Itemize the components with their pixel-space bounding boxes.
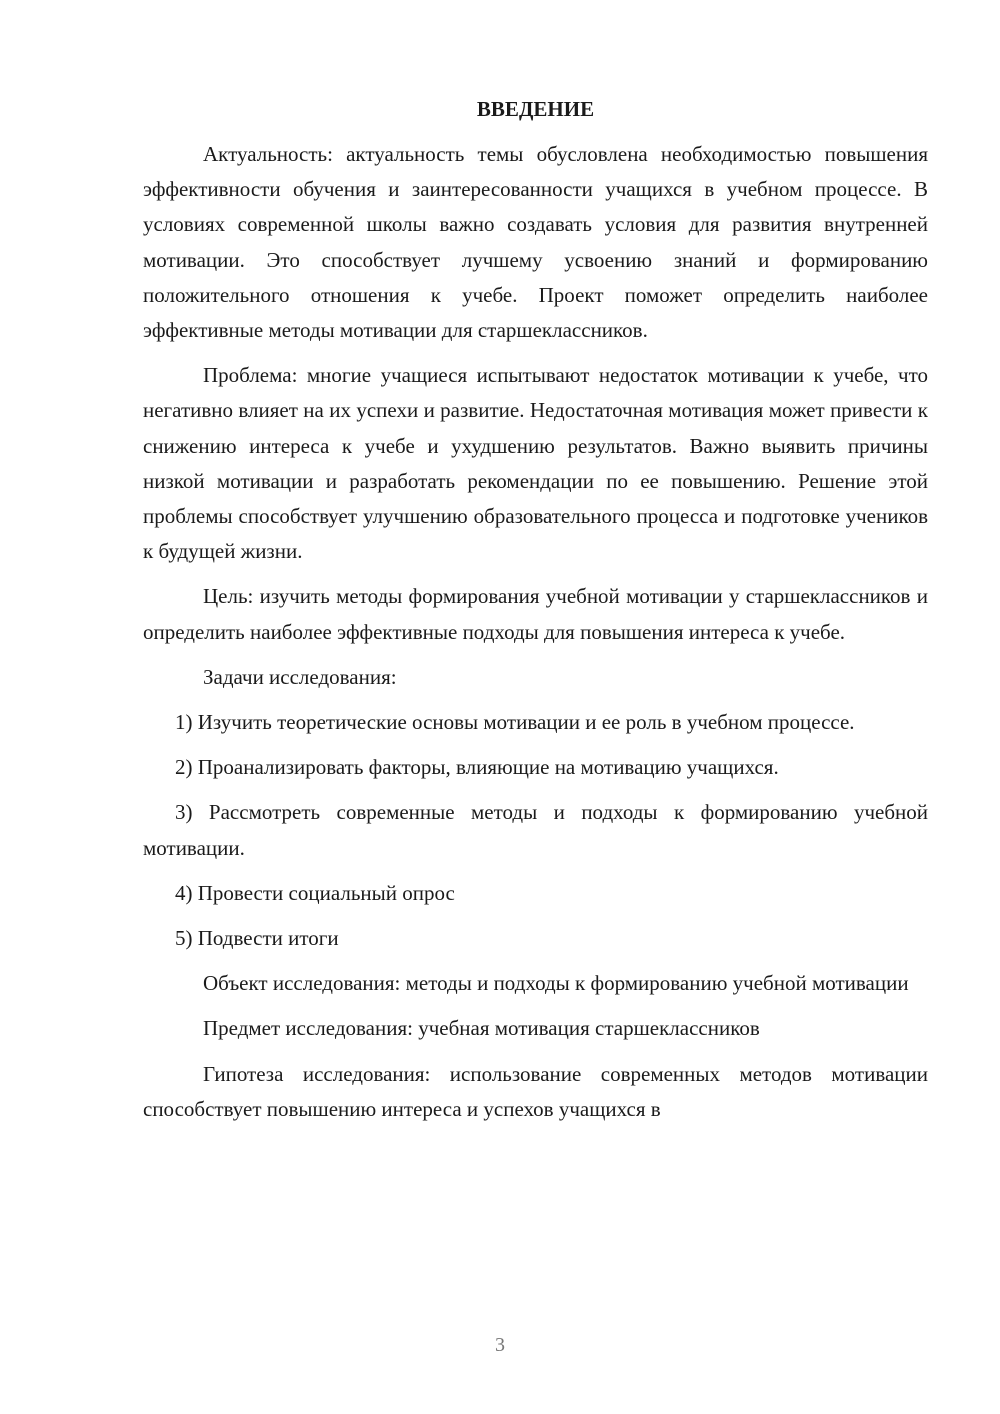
page-number: 3: [495, 1334, 505, 1356]
task-item-1: 1) Изучить теоретические основы мотивации и ее роль в учебном процессе.: [175, 710, 855, 735]
paragraph-tasks-heading: Задачи исследования:: [203, 664, 397, 689]
paragraph-relevance: Актуальность: актуальность темы обусловлена необходимостью повышения эффективности обучения и заинтересованности учащихся в учебном процессе. В условиях современной школы важно создавать условия для развития внутренней мотивации. Это способствует лучшему усвоению знаний и формированию положительного отношения к учебе. Проект поможет определить наиболее эффективные методы мотивации для старшеклассников.: [143, 142, 928, 343]
section-title: ВВЕДЕНИЕ: [476, 97, 595, 121]
paragraph-problem: Проблема: многие учащиеся испытывают недостаток мотивации к учебе, что негативно влияет на их успехи и развитие. Недостаточная мотивация может привести к снижению интереса к учебе и ухудшению результатов. Важно выявить причины низкой мотивации и разработать рекомендации по ее повышению. Решение этой проблемы способствует улучшению образовательного процесса и подготовке учеников к будущей жизни.: [143, 363, 928, 564]
paragraph-hypothesis: Гипотеза исследования: использование современных методов мотивации способствует повышению интереса и успехов учащихся в: [143, 1061, 928, 1121]
paragraph-subject: Предмет исследования: учебная мотивация старшеклассников: [203, 1016, 760, 1041]
task-item-2: 2) Проанализировать факторы, влияющие на мотивацию учащихся.: [175, 755, 779, 780]
paragraph-object: Объект исследования: методы и подходы к формированию учебной мотивации: [203, 971, 909, 996]
document-page: [143, 92, 928, 1137]
paragraph-goal: Цель: изучить методы формирования учебной мотивации у старшеклассников и определить наиболее эффективные подходы для повышения интереса к учебе.: [143, 584, 928, 644]
task-item-3: 3) Рассмотреть современные методы и подходы к формированию учебной мотивации.: [143, 800, 928, 860]
task-item-4: 4) Провести социальный опрос: [175, 880, 455, 905]
task-item-5: 5) Подвести итоги: [175, 926, 339, 951]
